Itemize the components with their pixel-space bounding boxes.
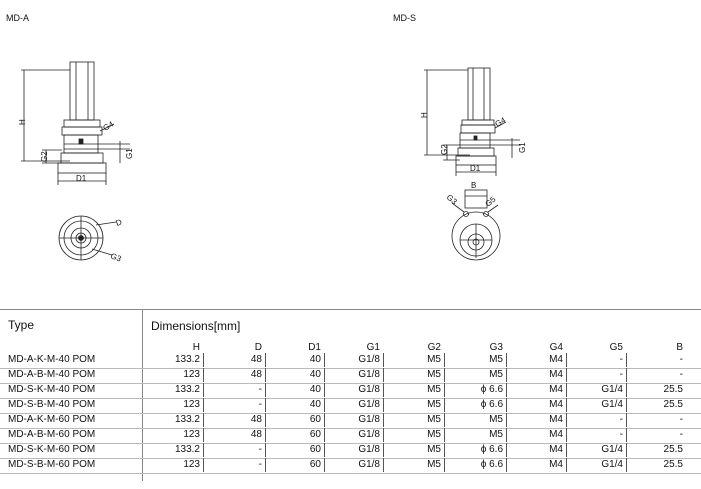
md-s-g4-label: G4 xyxy=(493,115,508,129)
cell-h: 123 xyxy=(183,429,200,440)
cell-g4: M4 xyxy=(549,354,563,365)
cell-b: - xyxy=(679,369,683,380)
cell-b: - xyxy=(679,354,683,365)
cell-d1: 60 xyxy=(309,429,321,440)
md-a-g4-label: G4 xyxy=(101,119,116,133)
cell-h: 133.2 xyxy=(174,384,200,395)
cell-g3: M5 xyxy=(489,354,503,365)
cell-d1: 40 xyxy=(309,384,321,395)
cell-d1: 40 xyxy=(309,399,321,410)
md-a-g2-label: G2 xyxy=(40,151,49,162)
cell-g4: M4 xyxy=(549,444,563,455)
md-s-title: MD-S xyxy=(393,13,416,23)
cell-h: 133.2 xyxy=(174,444,200,455)
cell-g5: G1/4 xyxy=(601,399,623,410)
cell-g2: M5 xyxy=(427,384,441,395)
cell-h: 133.2 xyxy=(174,354,200,365)
cell-b: - xyxy=(679,414,683,425)
cell-d1: 60 xyxy=(309,414,321,425)
cell-g1: G1/8 xyxy=(358,399,380,410)
cell-g5: - xyxy=(619,414,623,425)
cell-g2: M5 xyxy=(427,414,441,425)
row-type: MD-A-K-M-60 POM xyxy=(8,414,96,425)
md-a-g1-label: G1 xyxy=(125,148,134,159)
row-type: MD-A-B-M-40 POM xyxy=(8,369,96,380)
cell-d1: 40 xyxy=(309,369,321,380)
cell-g5: G1/4 xyxy=(601,384,623,395)
column-header-g1: G1 xyxy=(366,342,380,353)
cell-h: 123 xyxy=(183,459,200,470)
cell-g3: ϕ 6.6 xyxy=(480,444,503,455)
column-header-g2: G2 xyxy=(427,342,441,353)
cell-d1: 60 xyxy=(309,444,321,455)
cell-d: - xyxy=(258,384,262,395)
md-s-g5-label: G5 xyxy=(483,194,498,209)
cell-d1: 60 xyxy=(309,459,321,470)
md-a-top-view xyxy=(59,216,116,260)
cell-g4: M4 xyxy=(549,429,563,440)
cell-g2: M5 xyxy=(427,459,441,470)
cell-g4: M4 xyxy=(549,384,563,395)
cell-h: 123 xyxy=(183,369,200,380)
cell-g1: G1/8 xyxy=(358,429,380,440)
cell-g3: ϕ 6.6 xyxy=(480,384,503,395)
row-type: MD-A-K-M-40 POM xyxy=(8,354,96,365)
table-row xyxy=(0,443,701,459)
cell-g1: G1/8 xyxy=(358,444,380,455)
cell-g5: G1/4 xyxy=(601,444,623,455)
dimensions-header: Dimensions[mm] xyxy=(151,319,241,333)
cell-g2: M5 xyxy=(427,429,441,440)
cell-g2: M5 xyxy=(427,444,441,455)
md-a-title: MD-A xyxy=(6,13,29,23)
cell-g1: G1/8 xyxy=(358,369,380,380)
table-row xyxy=(0,398,701,414)
table-row xyxy=(0,458,701,474)
md-a-d-label: D xyxy=(114,217,124,228)
cell-g3: ϕ 6.6 xyxy=(480,459,503,470)
md-a-g3-label: G3 xyxy=(109,251,123,264)
cell-b: - xyxy=(679,429,683,440)
column-header-g4: G4 xyxy=(549,342,563,353)
cell-g5: - xyxy=(619,429,623,440)
table-row xyxy=(0,428,701,444)
column-header-d1: D1 xyxy=(308,342,321,353)
cell-g4: M4 xyxy=(549,399,563,410)
cell-g1: G1/8 xyxy=(358,414,380,425)
column-header-g3: G3 xyxy=(489,342,503,353)
cell-g1: G1/8 xyxy=(358,384,380,395)
cell-d: - xyxy=(258,399,262,410)
row-type: MD-S-B-M-40 POM xyxy=(8,399,96,410)
column-header-g5: G5 xyxy=(609,342,623,353)
column-header-b: B xyxy=(676,342,683,353)
cell-g1: G1/8 xyxy=(358,354,380,365)
cell-g5: - xyxy=(619,369,623,380)
cell-b: 25.5 xyxy=(663,399,683,410)
table-row xyxy=(0,413,701,429)
cell-d: 48 xyxy=(250,429,262,440)
table-row xyxy=(0,368,701,384)
table-header xyxy=(0,309,701,342)
row-type: MD-S-K-M-60 POM xyxy=(8,444,96,455)
table-row xyxy=(0,383,701,399)
cell-h: 133.2 xyxy=(174,414,200,425)
md-a-d1-label: D1 xyxy=(76,174,87,183)
cell-d: - xyxy=(258,444,262,455)
column-headers xyxy=(0,341,701,353)
cell-g2: M5 xyxy=(427,369,441,380)
cell-g5: G1/4 xyxy=(601,459,623,470)
type-header: Type xyxy=(8,318,35,332)
cell-g5: - xyxy=(619,354,623,365)
cell-g4: M4 xyxy=(549,459,563,470)
md-s-g3-label: G3 xyxy=(444,192,459,207)
cell-d: 48 xyxy=(250,354,262,365)
cell-b: 25.5 xyxy=(663,459,683,470)
cell-g1: G1/8 xyxy=(358,459,380,470)
cell-b: 25.5 xyxy=(663,444,683,455)
cell-d: - xyxy=(258,459,262,470)
cell-g4: M4 xyxy=(549,369,563,380)
cell-g3: ϕ 6.6 xyxy=(480,399,503,410)
cell-g3: M5 xyxy=(489,369,503,380)
md-s-d1-label: D1 xyxy=(470,164,481,173)
cell-g3: M5 xyxy=(489,414,503,425)
cell-d: 48 xyxy=(250,414,262,425)
md-s-h-label: H xyxy=(420,112,429,118)
row-type: MD-S-K-M-40 POM xyxy=(8,384,96,395)
table-row xyxy=(0,353,701,369)
md-a-h-label: H xyxy=(18,119,27,125)
cell-g3: M5 xyxy=(489,429,503,440)
cell-d1: 40 xyxy=(309,354,321,365)
column-header-d: D xyxy=(254,342,262,353)
row-type: MD-S-B-M-60 POM xyxy=(8,459,96,470)
cell-d: 48 xyxy=(250,369,262,380)
md-a-side-view xyxy=(21,62,130,185)
md-s-b-label: B xyxy=(471,181,477,190)
cell-g4: M4 xyxy=(549,414,563,425)
cell-g2: M5 xyxy=(427,399,441,410)
cell-b: 25.5 xyxy=(663,384,683,395)
column-header-h: H xyxy=(192,342,200,353)
md-s-g1-label: G1 xyxy=(518,142,527,153)
row-type: MD-A-B-M-60 POM xyxy=(8,429,96,440)
cell-h: 123 xyxy=(183,399,200,410)
cell-g2: M5 xyxy=(427,354,441,365)
md-s-g2-label: G2 xyxy=(440,144,449,155)
